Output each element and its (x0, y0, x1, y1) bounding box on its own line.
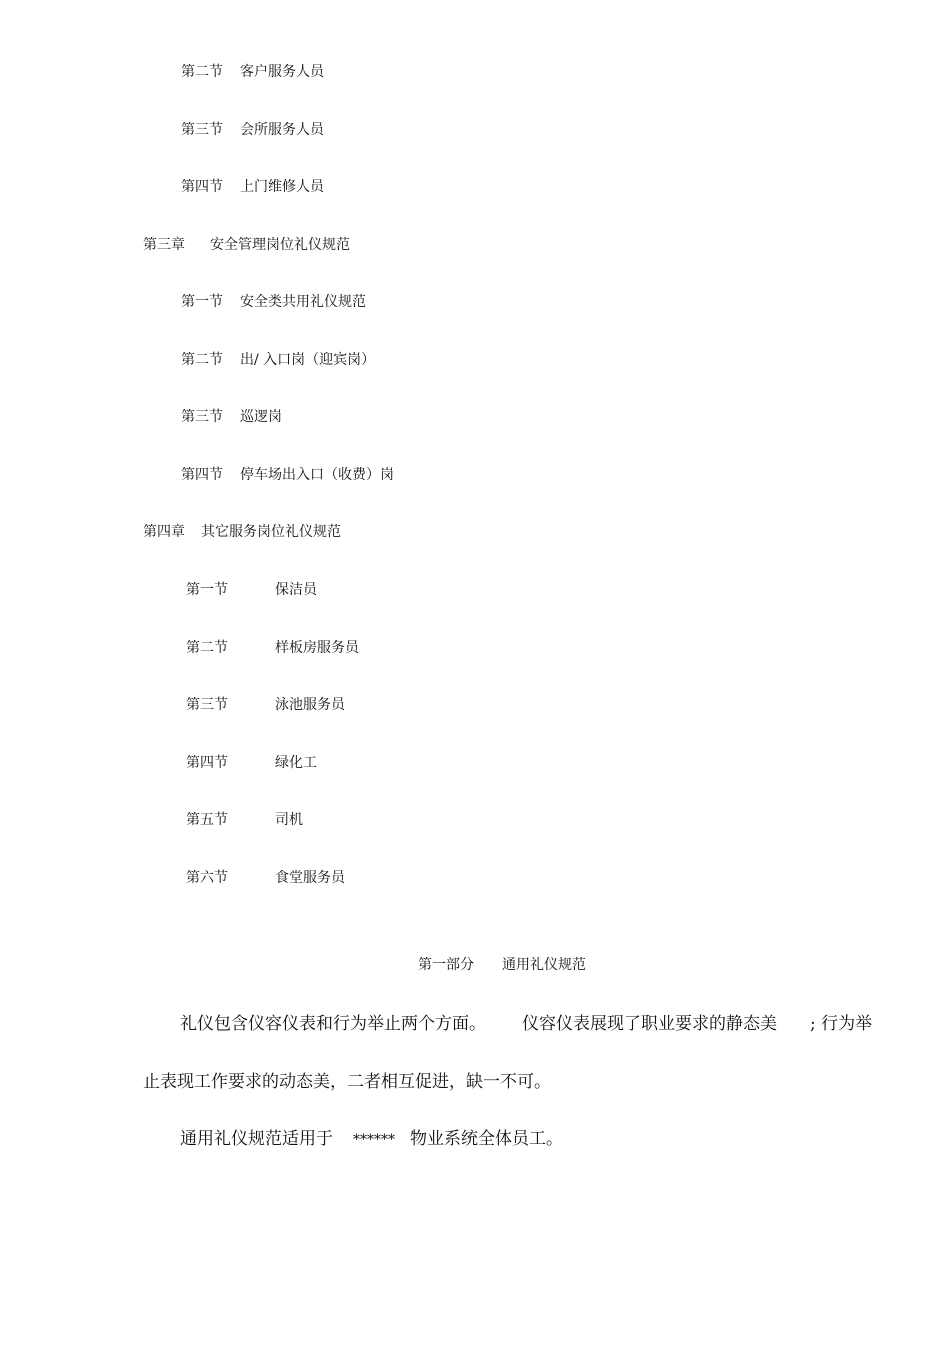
toc-chapter[interactable] (143, 235, 350, 255)
paragraph-text: ; 行为举 (810, 1014, 873, 1034)
toc-section[interactable] (181, 62, 324, 82)
section-number: 第一节 (181, 294, 223, 310)
section-title: 客户服务人员 (240, 64, 324, 80)
paragraph-text: 止表现工作要求的动态美，二者相互促进，缺一不可。 (143, 1072, 551, 1092)
section-number: 第一节 (186, 582, 228, 598)
section-title: 司机 (275, 812, 303, 828)
section-number: 第三节 (186, 697, 228, 713)
toc-section[interactable] (181, 465, 394, 485)
section-number: 第四节 (181, 467, 223, 483)
toc-section[interactable] (181, 350, 375, 370)
section-number: 第五节 (186, 812, 228, 828)
part-number: 第一部分 (418, 957, 474, 973)
section-number: 第四节 (181, 179, 223, 195)
section-title: 会所服务人员 (240, 122, 324, 138)
paragraph-line (143, 1070, 551, 1094)
chapter-title: 安全管理岗位礼仪规范 (210, 237, 350, 253)
section-number: 第二节 (186, 640, 228, 656)
chapter-number: 第四章 (143, 524, 185, 540)
chapter-title: 其它服务岗位礼仪规范 (201, 524, 341, 540)
toc-chapter[interactable] (143, 522, 341, 542)
toc-section[interactable] (186, 868, 345, 888)
masked-company-name: ****** (353, 1132, 395, 1148)
toc-section[interactable] (186, 638, 359, 658)
section-title: 停车场出入口（收费）岗 (240, 467, 394, 483)
section-title: 保洁员 (275, 582, 317, 598)
section-title: 绿化工 (275, 755, 317, 771)
section-number: 第三节 (181, 409, 223, 425)
paragraph-text: 物业系统全体员工。 (410, 1129, 563, 1149)
section-number: 第二节 (181, 64, 223, 80)
section-title: 食堂服务员 (275, 870, 345, 886)
paragraph-line (180, 1012, 872, 1036)
toc-section[interactable] (186, 810, 303, 830)
toc-section[interactable] (181, 177, 324, 197)
section-number: 第三节 (181, 122, 223, 138)
paragraph-text: 通用礼仪规范适用于 (180, 1129, 333, 1149)
toc-section[interactable] (186, 753, 317, 773)
toc-section[interactable] (181, 120, 324, 140)
toc-section[interactable] (186, 695, 345, 715)
section-number: 第六节 (186, 870, 228, 886)
section-number: 第四节 (186, 755, 228, 771)
section-title: 巡逻岗 (240, 409, 282, 425)
part-title: 通用礼仪规范 (502, 957, 586, 973)
chapter-number: 第三章 (143, 237, 185, 253)
part-heading (418, 955, 586, 975)
paragraph-text: 礼仪包含仪容仪表和行为举止两个方面。 (180, 1014, 486, 1034)
section-title: 出/ 入口岗（迎宾岗） (240, 352, 376, 368)
section-title: 样板房服务员 (275, 640, 359, 656)
toc-section[interactable] (181, 407, 282, 427)
paragraph-text: 仪容仪表展现了职业要求的静态美 (522, 1014, 777, 1034)
section-title: 安全类共用礼仪规范 (240, 294, 366, 310)
paragraph-line (180, 1127, 563, 1152)
section-number: 第二节 (181, 352, 223, 368)
section-title: 泳池服务员 (275, 697, 345, 713)
toc-section[interactable] (186, 580, 317, 600)
section-title: 上门维修人员 (240, 179, 324, 195)
toc-section[interactable] (181, 292, 366, 312)
